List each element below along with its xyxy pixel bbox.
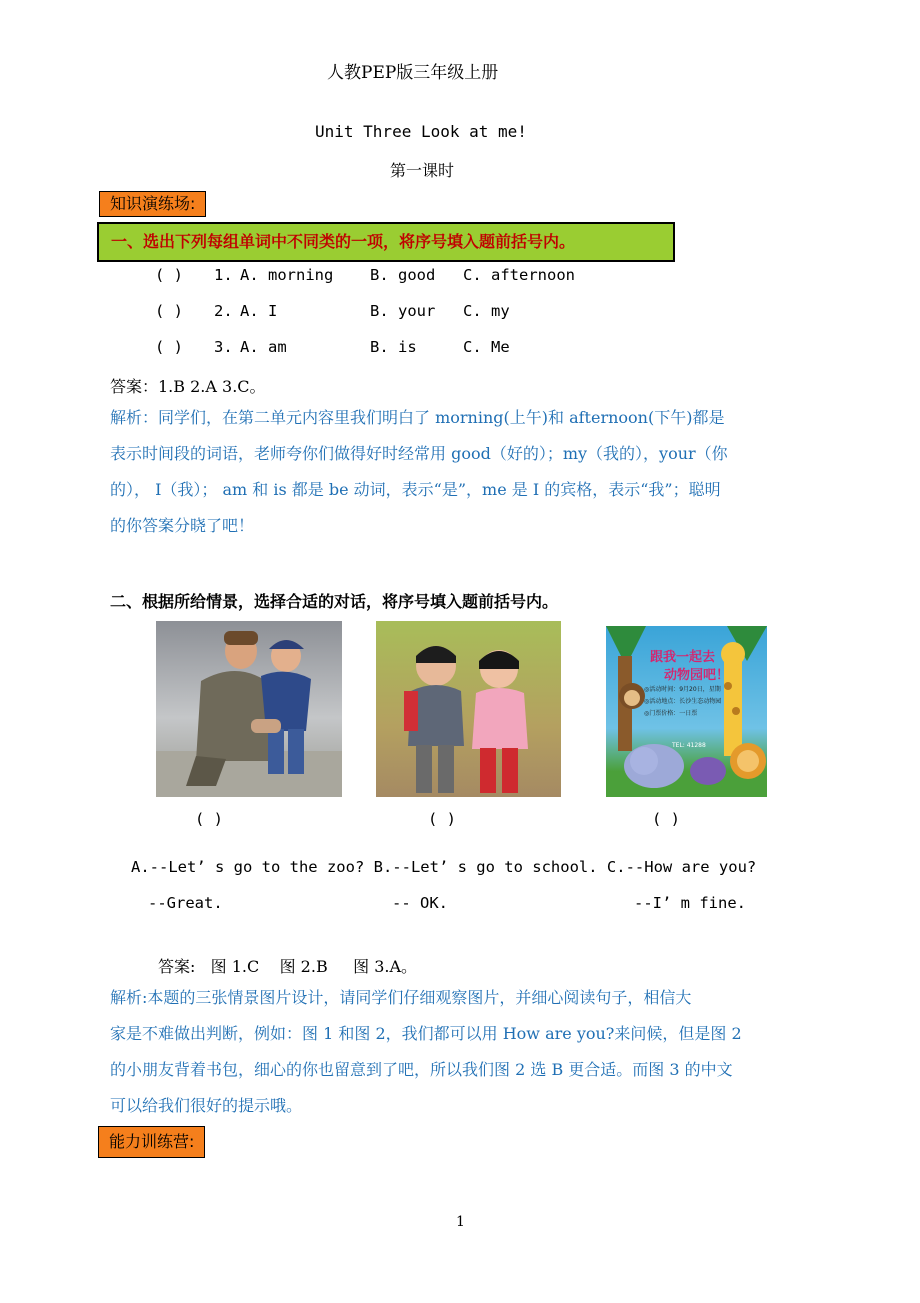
question-number: 3. bbox=[214, 338, 233, 356]
analysis-line: 解析:本题的三张情景图片设计，请同学们仔细观察图片，并细心阅读句子，相信大 bbox=[110, 988, 692, 1007]
section-label-ability: 能力训练营: bbox=[98, 1126, 205, 1158]
part1-answer: 答案：1.B 2.A 3.C。 bbox=[110, 377, 266, 396]
poster-line: ◎活动时间：9月20日，星期 bbox=[644, 686, 721, 693]
analysis-line: 表示时间段的词语，老师夸你们做得好时经常用 good（好的）；my（我的），your（你 bbox=[110, 444, 728, 463]
question-number: 1. bbox=[214, 266, 233, 284]
soldier-hugging-child-photo bbox=[156, 621, 342, 797]
image3-bracket[interactable]: ( ) bbox=[652, 810, 680, 828]
option-a: A. I bbox=[240, 302, 278, 320]
unit-title: Unit Three Look at me! bbox=[315, 122, 527, 141]
question-number: 2. bbox=[214, 302, 233, 320]
option-c: C. Me bbox=[463, 338, 510, 356]
question-bracket[interactable]: ( ) bbox=[155, 338, 183, 356]
option-b: B. good bbox=[370, 266, 436, 284]
book-title: 人教PEP版三年级上册 bbox=[327, 63, 499, 83]
analysis-line: 的你答案分晓了吧！ bbox=[110, 516, 255, 535]
option-a: A. morning bbox=[240, 266, 334, 284]
page-number: 1 bbox=[456, 1214, 465, 1230]
lesson-title: 第一课时 bbox=[390, 161, 455, 180]
option-c: C. afternoon bbox=[463, 266, 575, 284]
poster-line: ◎门票价格：一日票 bbox=[644, 710, 698, 717]
option-b: B. your bbox=[370, 302, 436, 320]
part2-instruction: 二、根据所给情景，选择合适的对话，将序号填入题前括号内。 bbox=[110, 592, 559, 611]
option-b: B. is bbox=[370, 338, 417, 356]
dialogue-reply-a: --Great. bbox=[148, 894, 223, 912]
dialogue-reply-b: -- OK. bbox=[392, 894, 448, 912]
part2-answer: 答案: 图 1.C 图 2.B 图 3.A。 bbox=[158, 957, 418, 976]
dialogue-options: A.--Let’ s go to the zoo? B.--Let’ s go to school. C.--How are you? bbox=[131, 858, 757, 876]
part1-analysis bbox=[110, 400, 822, 544]
dialogue-reply-c: --I’ m fine. bbox=[634, 894, 746, 912]
question-bracket[interactable]: ( ) bbox=[155, 302, 183, 320]
image2-bracket[interactable]: ( ) bbox=[428, 810, 456, 828]
zoo-poster-illustration bbox=[606, 626, 767, 797]
option-c: C. my bbox=[463, 302, 510, 320]
analysis-line: 家是不难做出判断，例如：图 1 和图 2，我们都可以用 How are you?来问候，但是图 2 bbox=[110, 1024, 742, 1043]
option-a: A. am bbox=[240, 338, 287, 356]
poster-title-1: 跟我一起去 bbox=[650, 650, 716, 665]
analysis-line: 解析：同学们，在第二单元内容里我们明白了 morning(上午)和 afternoon(下午)都是 bbox=[110, 408, 725, 427]
image1-bracket[interactable]: ( ) bbox=[195, 810, 223, 828]
poster-footer: TEL: 41288 bbox=[672, 742, 706, 749]
poster-line: ◎活动地点：长沙生态动物园 bbox=[644, 698, 722, 705]
analysis-line: 的小朋友背着书包，细心的你也留意到了吧，所以我们图 2 选 B 更合适。而图 3 的中文 bbox=[110, 1060, 733, 1079]
section-label-knowledge: 知识演练场: bbox=[99, 191, 206, 217]
analysis-line: 的）， I（我）； am 和 is 都是 be 动词，表示“是”，me 是 I 的宾格，表示“我”；聪明 bbox=[110, 480, 721, 499]
children-with-schoolbags-photo bbox=[376, 621, 561, 797]
analysis-line: 可以给我们很好的提示哦。 bbox=[110, 1096, 303, 1115]
part2-analysis bbox=[110, 980, 822, 1124]
poster-title-2: 动物园吧！ bbox=[664, 668, 730, 683]
question-bracket[interactable]: ( ) bbox=[155, 266, 183, 284]
part1-instruction: 一、选出下列每组单词中不同类的一项，将序号填入题前括号内。 bbox=[97, 222, 675, 262]
